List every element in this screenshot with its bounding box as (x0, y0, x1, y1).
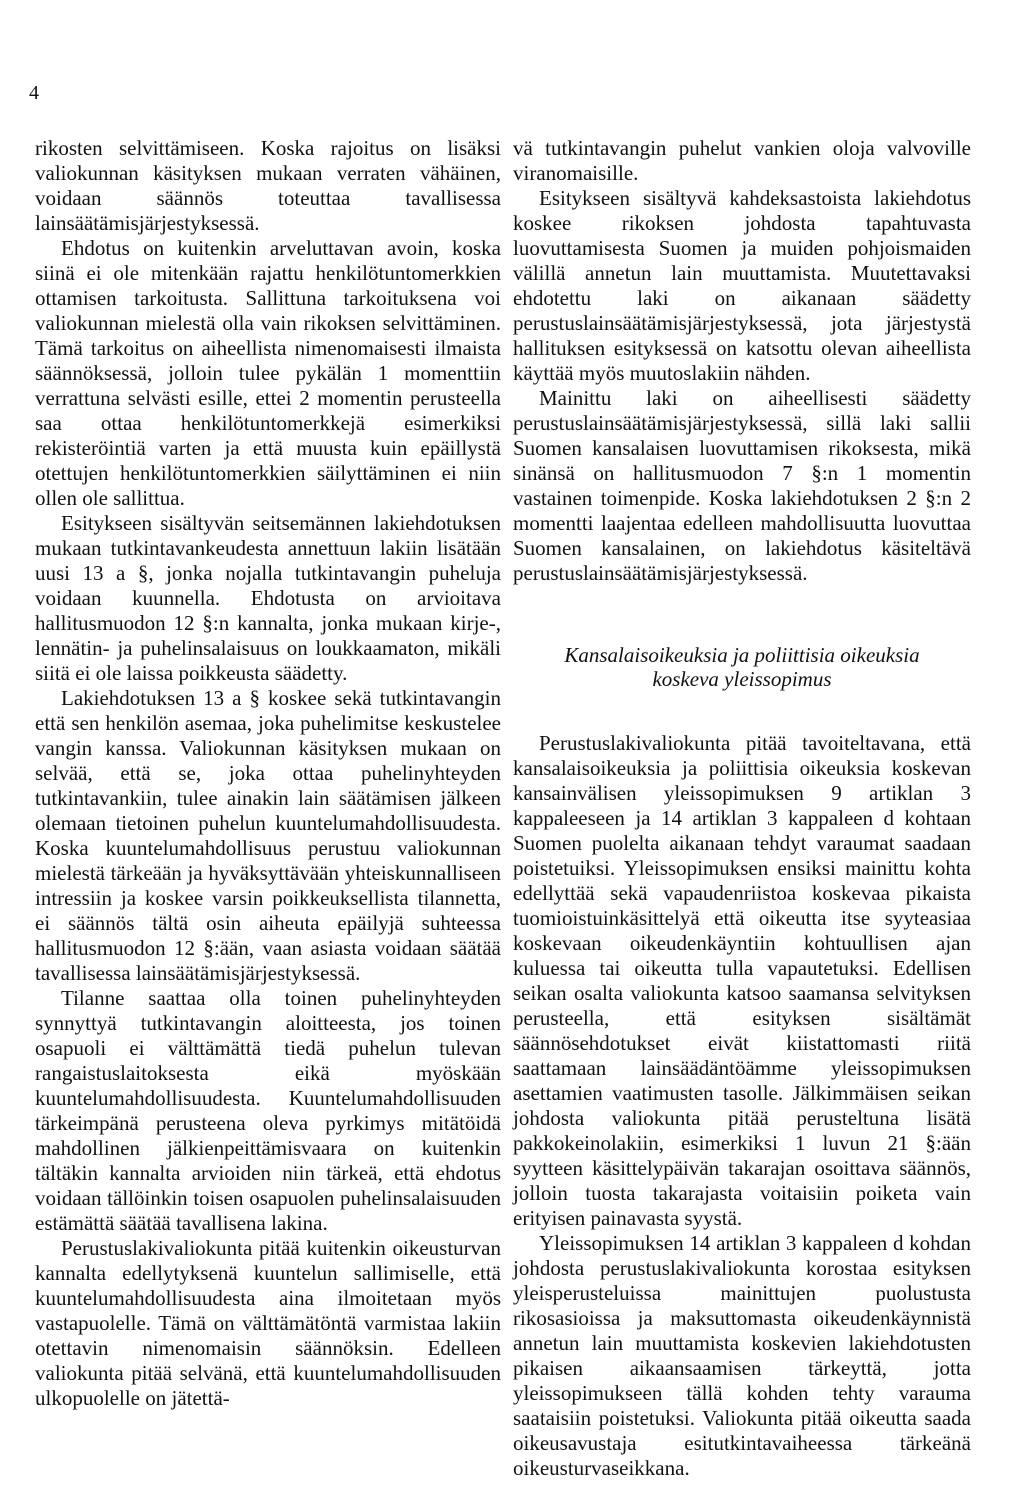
paragraph: Yleissopimuksen 14 artiklan 3 kappaleen d kohdan johdosta perustuslakivaliokunta korostaa esityksen yleisperusteluissa mainittujen puolustusta rikosasioissa ja maksuttomasta oikeudenkäynnistä annetun lain muuttamista koskevien lakiehdotusten pikaisen aikaansaamisen tärkeyttä, jotta yleissopimukseen tällä kohden tehty varauma saataisiin poistetuksi. Valiokunta pitää oikeutta saada oikeusavustaja esitutkintavaiheessa tärkeänä oikeusturvaseikkana. (513, 1231, 971, 1480)
paragraph: Perustuslakivaliokunta pitää tavoiteltavana, että kansalaisoikeuksia ja poliittisia oikeuksia koskevan kansainvälisen yleissopimuksen 9 artiklan 3 kappaleeseen ja 14 artiklan 3 kappaleen d kohtaan Suomen puolelta aikanaan tehdyt varaumat saadaan poistetuiksi. Yleissopimuksen ensiksi mainittu kohta edellyttää sekä vapaudenriistoa koskevaa pikaista tuomioistuinkäsittelyä että oikeutta itse syyteasiaa koskevaan oikeudenkäyntiin kohtuullisen ajan kuluessa tai oikeutta tulla vapautetuksi. Edellisen seikan osalta valiokunta katsoo saamansa selvityksen perusteella, että esityksen sisältämät säännösehdotukset eivät kiistattomasti riitä saattamaan lainsäädäntöämme yleissopimuksen asettamien vaatimusten tasolle. Jälkimmäisen seikan johdosta valiokunta pitää perusteltuna lisätä pakkokeinolakiin, esimerkiksi 1 luvun 21 §:ään syytteen käsittelypäivän takarajan osoittava säännös, jolloin tuosta takarajasta voitaisiin poiketa vain erityisen painavasta syystä. (513, 731, 971, 1230)
paragraph: vä tutkintavangin puhelut vankien oloja valvoville viranomaisille. (513, 136, 971, 185)
paragraph: Esitykseen sisältyvän seitsemännen lakiehdotuksen mukaan tutkintavankeudesta annettuun lakiin lisätään uusi 13 a §, jonka nojalla tutkintavangin puheluja voidaan kuunnella. Ehdotusta on arvioitava hallitusmuodon 12 §:n kannalta, jonka mukaan kirje-, lennätin- ja puhelinsalaisuus on loukkaamaton, mikäli siitä ei ole laissa poikkeusta säädetty. (35, 511, 501, 685)
paragraph: Esitykseen sisältyvä kahdeksastoista lakiehdotus koskee rikoksen johdosta tapahtuvasta luovuttamisesta Suomen ja muiden pohjoismaiden välillä annetun lain muuttamista. Muutettavaksi ehdotettu laki on aikanaan säädetty perustuslainsäätämisjärjestyksessä, jota järjestystä hallituksen esityksessä on katsottu olevan aiheellista käyttää myös muutoslakiin nähden. (513, 186, 971, 385)
section-heading-line: Kansalaisoikeuksia ja poliittisia oikeuksia (564, 643, 920, 667)
paragraph: Ehdotus on kuitenkin arveluttavan avoin, koska siinä ei ole mitenkään rajattu henkilötuntomerkkien ottamisen tarkoitusta. Sallittuna tarkoituksena voi valiokunnan mielestä olla vain rikoksen selvittäminen. Tämä tarkoitus on aiheellista nimenomaisesti ilmaista säännöksessä, jolloin tulee pykälän 1 momenttiin verrattuna selvästi esille, ettei 2 momentin perusteella saa ottaa henkilötuntomerkkejä esimerkiksi rekisteröintiä varten ja että muusta kuin epäillystä otettujen henkilötuntomerkkien säilyttäminen ei niin ollen ole sallittua. (35, 236, 501, 510)
page-number: 4 (29, 82, 39, 104)
left-column (35, 136, 501, 1411)
paragraph: Perustuslakivaliokunta pitää kuitenkin oikeusturvan kannalta edellytyksenä kuuntelun sallimiselle, että kuuntelumahdollisuudesta aina ilmoitetaan myös vastapuolelle. Tämä on välttämätöntä varmistaa lakiin otettavin nimenomaisin säännöksin. Edelleen valiokunta pitää selvänä, että kuuntelumahdollisuuden ulkopuolelle on jätettä- (35, 1236, 501, 1410)
right-column (513, 136, 971, 1481)
paragraph: Lakiehdotuksen 13 a § koskee sekä tutkintavangin että sen henkilön asemaa, joka puhelimitse keskustelee vangin kanssa. Valiokunnan käsityksen mukaan on selvää, että se, joka ottaa puhelinyhteyden tutkintavankiin, tulee ainakin lain säätämisen jälkeen olemaan tietoinen puhelun kuuntelumahdollisuudesta. Koska kuuntelumahdollisuus perustuu valiokunnan mielestä tärkeään ja hyväksyttävään yhteiskunnalliseen intressiin ja koskee varsin poikkeuksellista tilannetta, ei säännös tältä osin aiheuta epäilyjä suhteessa hallitusmuodon 12 §:ään, vaan asiasta voidaan säätää tavallisessa lainsäätämisjärjestyksessä. (35, 686, 501, 985)
section-heading (513, 643, 971, 691)
paragraph: rikosten selvittämiseen. Koska rajoitus on lisäksi valiokunnan käsityksen mukaan verraten vähäinen, voidaan säännös toteuttaa tavallisessa lainsäätämisjärjestyksessä. (35, 136, 501, 235)
section-heading-line: koskeva yleissopimus (652, 667, 832, 691)
paragraph: Tilanne saattaa olla toinen puhelinyhteyden synnyttyä tutkintavangin aloitteesta, jos toinen osapuoli ei välttämättä tiedä puhelun tulevan rangaistuslaitoksesta eikä myöskään kuuntelumahdollisuudesta. Kuuntelumahdollisuuden tärkeimpänä perusteena oleva pyrkimys mitätöidä mahdollinen jälkienpeittämisvaara on kuitenkin tältäkin kannalta arvioiden niin tärkeä, että ehdotus voidaan tällöinkin toisen osapuolen puhelinsalaisuuden estämättä säätää tavallisena lakina. (35, 986, 501, 1235)
paragraph: Mainittu laki on aiheellisesti säädetty perustuslainsäätämisjärjestyksessä, sillä laki sallii Suomen kansalaisen luovuttamisen rikoksesta, mikä sinänsä on hallitusmuodon 7 §:n 1 momentin vastainen toimenpide. Koska lakiehdotuksen 2 §:n 2 momentti laajentaa edelleen mahdollisuutta luovuttaa Suomen kansalainen, on lakiehdotus käsiteltävä perustuslainsäätämisjärjestyksessä. (513, 386, 971, 585)
